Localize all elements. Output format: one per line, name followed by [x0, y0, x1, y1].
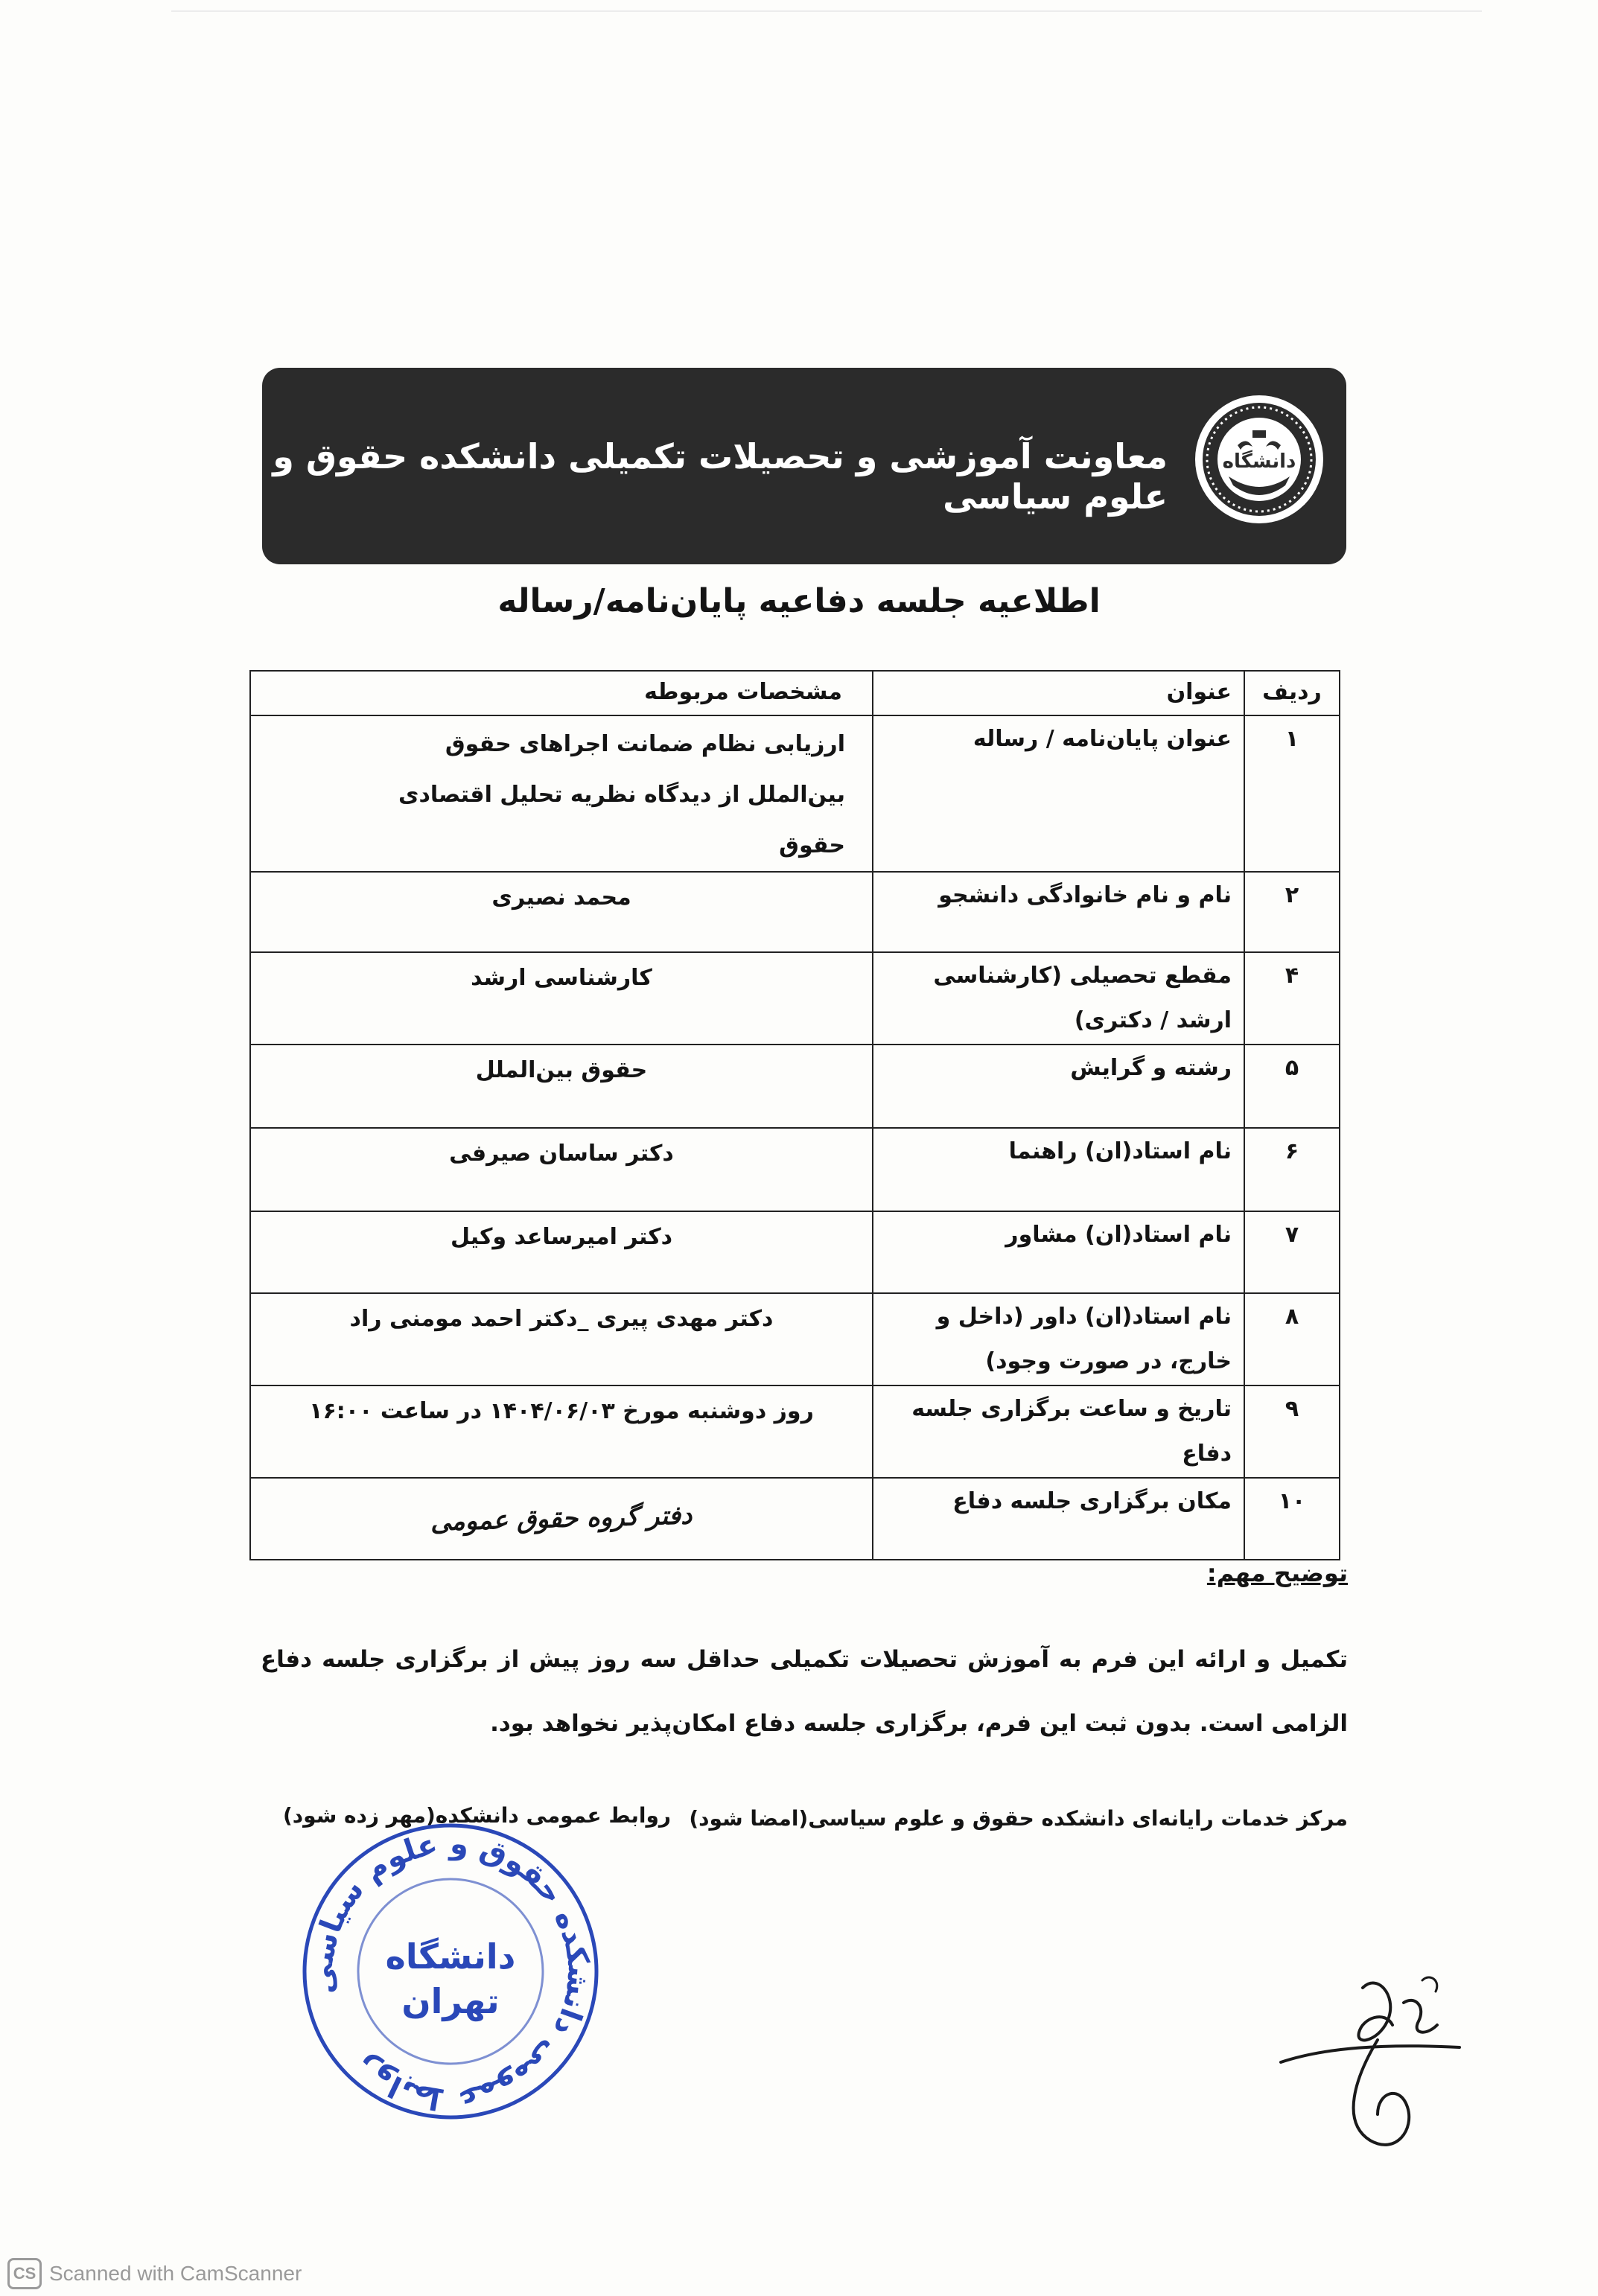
- computer-center-signature-label: مرکز خدمات رایانه‌ای دانشکده حقوق و علوم سیاسی(امضا شود): [689, 1806, 1348, 1831]
- row-value: محمد نصیری: [250, 872, 873, 952]
- handwritten-signature-icon: [1266, 1965, 1489, 2159]
- scan-edge-line: [171, 10, 1482, 12]
- table-row: [250, 1385, 1340, 1478]
- note-heading: توضیح مهم:: [1206, 1559, 1348, 1587]
- scanner-footer-text: Scanned with CamScanner: [49, 2262, 302, 2285]
- row-index: ۷: [1244, 1211, 1340, 1293]
- row-index: ۱۰: [1244, 1478, 1340, 1560]
- table-header-row: [250, 671, 1340, 715]
- table-row: [250, 952, 1340, 1045]
- row-index: ۶: [1244, 1128, 1340, 1211]
- stamp-center-line2: تهران: [401, 1981, 500, 2021]
- handwritten-location: دفتر گروه حقوق عمومی: [430, 1500, 693, 1537]
- header-value: مشخصات مربوطه: [250, 671, 873, 715]
- table-row: [250, 1128, 1340, 1211]
- row-index: ۱: [1244, 715, 1340, 872]
- row-index: ۵: [1244, 1045, 1340, 1128]
- scanner-footer: [7, 2257, 302, 2290]
- row-field: تاریخ و ساعت برگزاری جلسه دفاع: [873, 1385, 1244, 1478]
- row-value: ارزیابی نظام ضمانت اجراهای حقوق بین‌الملل از دیدگاه نظریه تحلیل اقتصادی حقوق: [250, 715, 873, 872]
- public-relations-stamp-label: روابط عمومی دانشکده(مهر زده شود): [283, 1803, 671, 1828]
- table-row: [250, 1045, 1340, 1128]
- row-field: نام استاد(ان) داور (داخل و خارج، در صورت وجود): [873, 1293, 1244, 1385]
- university-logo-icon: [1193, 393, 1325, 526]
- row-index: ۴: [1244, 952, 1340, 1045]
- row-index: ۹: [1244, 1385, 1340, 1478]
- logo-text: دانشگاه: [1222, 450, 1296, 473]
- stamp-center-line1: دانشگاه: [385, 1936, 516, 1977]
- row-field: نام استاد(ان) مشاور: [873, 1211, 1244, 1293]
- public-relations-stamp-icon: [294, 1815, 607, 2128]
- defense-info-table: [249, 670, 1340, 1560]
- header-banner: [262, 368, 1346, 564]
- row-value: کارشناسی ارشد: [250, 952, 873, 1045]
- table-row: [250, 1478, 1340, 1560]
- row-field: نام استاد(ان) راهنما: [873, 1128, 1244, 1211]
- row-field: نام و نام خانوادگی دانشجو: [873, 872, 1244, 952]
- row-value-handwritten: [250, 1478, 873, 1560]
- row-value: دکتر مهدی پیری _دکتر احمد مومنی راد: [250, 1293, 873, 1385]
- row-value: دکتر ساسان صیرفی: [250, 1128, 873, 1211]
- document-title: اطلاعیه جلسه دفاعیه پایان‌نامه/رساله: [497, 582, 1101, 620]
- table-row: [250, 872, 1340, 952]
- row-field: مقطع تحصیلی (کارشناسی ارشد / دکتری): [873, 952, 1244, 1045]
- table-row: [250, 1211, 1340, 1293]
- row-index: ۲: [1244, 872, 1340, 952]
- row-value: روز دوشنبه مورخ ۱۴۰۴/۰۶/۰۳ در ساعت ۱۶:۰۰: [250, 1385, 873, 1478]
- note-text: تکمیل و ارائه این فرم به آموزش تحصیلات تکمیلی حداقل سه روز پیش از برگزاری جلسه دفاع الزامی است. بدون ثبت این فرم، برگزاری جلسه دفاع امکان‌پذیر نخواهد بود.: [261, 1646, 1348, 1737]
- camscanner-logo-icon: CS: [7, 2258, 42, 2289]
- row-field: رشته و گرایش: [873, 1045, 1244, 1128]
- header-field: عنوان: [873, 671, 1244, 715]
- table-row: [250, 1293, 1340, 1385]
- header-index: ردیف: [1244, 671, 1340, 715]
- row-field: عنوان پایان‌نامه / رساله: [873, 715, 1244, 872]
- table-row: [250, 715, 1340, 872]
- row-value: دکتر امیرساعد وکیل: [250, 1211, 873, 1293]
- row-field: مکان برگزاری جلسه دفاع: [873, 1478, 1244, 1560]
- row-value: حقوق بین‌الملل: [250, 1045, 873, 1128]
- row-index: ۸: [1244, 1293, 1340, 1385]
- stamp-ring-text: روابط عمومی دانشکده حقوق و علوم سیاسی: [305, 1826, 596, 2117]
- header-title: معاونت آموزشی و تحصیلات تکمیلی دانشکده حقوق و علوم سیاسی: [273, 436, 1168, 517]
